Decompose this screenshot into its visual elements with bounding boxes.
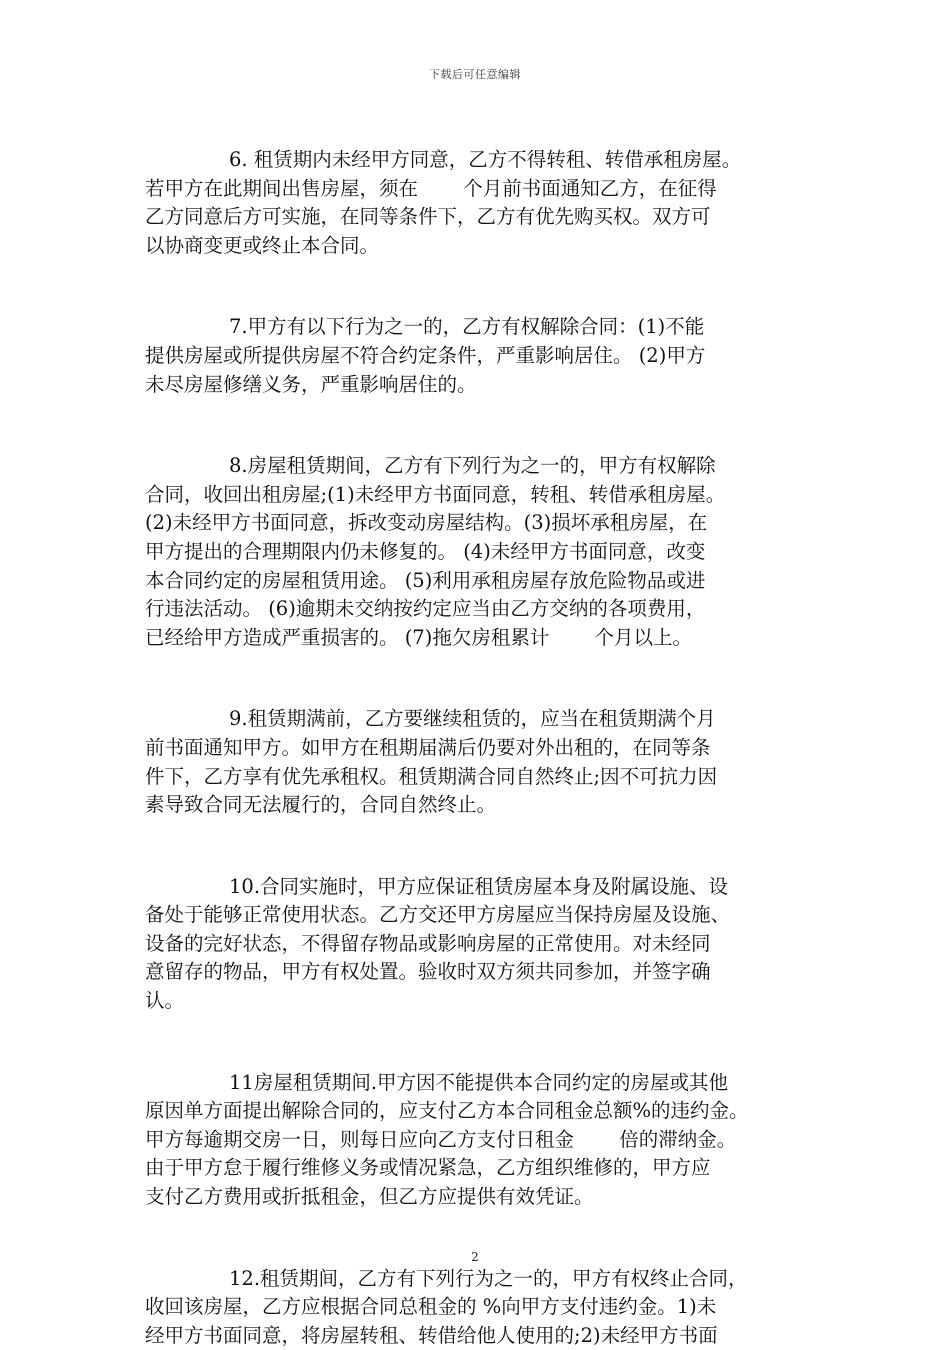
clause-9 — [145, 705, 813, 819]
clause-line: 经甲方书面同意，将房屋转租、转借给他人使用的;2)未经甲方书面 — [145, 1323, 718, 1347]
clause-line: 原因单方面提出解除合同的，应支付乙方本合同租金总额%的违约金。 — [145, 1099, 749, 1123]
clause-line: 甲方提出的合理期限内仍未修复的。 (4)未经甲方书面同意，改变 — [145, 539, 706, 563]
clause-line: 已经给甲方造成严重损害的。 (7)拖欠房租累计 个月以上。 — [145, 625, 693, 649]
clause-line: 由于甲方怠于履行维修义务或情况紧急，乙方组织维修的，甲方应 — [145, 1156, 711, 1180]
clause-line: 11房屋租赁期间.甲方因不能提供本合同约定的房屋或其他 — [229, 1070, 729, 1094]
page-header: 下载后可任意编辑 — [429, 68, 521, 81]
clause-7 — [145, 313, 813, 399]
clause-line: 提供房屋或所提供房屋不符合约定条件，严重影响居住。 (2)甲方 — [145, 343, 706, 367]
page-number: 2 — [471, 1250, 479, 1264]
clause-line: (2)未经甲方书面同意，拆改变动房屋结构。(3)损坏承租房屋，在 — [145, 511, 708, 535]
clause-line: 设备的完好状态，不得留存物品或影响房屋的正常使用。对未经同 — [145, 931, 711, 955]
clause-line: 10.合同实施时，甲方应保证租赁房屋本身及附属设施、设 — [229, 874, 729, 898]
clause-line: 收回该房屋，乙方应根据合同总租金的 %向甲方支付违约金。1)未 — [145, 1295, 717, 1319]
clause-line: 9.租赁期满前，乙方要继续租赁的，应当在租赁期满个月 — [229, 707, 716, 731]
clause-line: 12.租赁期间，乙方有下列行为之一的，甲方有权终止合同， — [229, 1266, 748, 1290]
clause-11 — [145, 1069, 813, 1212]
clause-line: 8.房屋租赁期间，乙方有下列行为之一的，甲方有权解除 — [229, 454, 716, 478]
clause-line: 合同，收回出租房屋;(1)未经甲方书面同意，转租、转借承租房屋。 — [145, 482, 726, 506]
clause-line: 甲方每逾期交房一日，则每日应向乙方支付日租金 倍的滞纳金。 — [145, 1127, 737, 1151]
clause-line: 素导致合同无法履行的，合同自然终止。 — [145, 793, 497, 817]
clause-line: 行违法活动。 (6)逾期未交纳按约定应当由乙方交纳的各项费用， — [145, 597, 706, 621]
clause-line: 以协商变更或终止本合同。 — [145, 233, 380, 257]
clause-line: 乙方同意后方可实施，在同等条件下，乙方有优先购买权。双方可 — [145, 205, 711, 229]
clause-line: 6. 租赁期内未经甲方同意，乙方不得转租、转借承租房屋。 — [229, 148, 742, 171]
document-body — [145, 146, 813, 1350]
clause-line: 意留存的物品，甲方有权处置。验收时双方须共同参加，并签字确 — [145, 960, 711, 984]
clause-line: 备处于能够正常使用状态。乙方交还甲方房屋应当保持房屋及设施、 — [145, 903, 731, 927]
clause-line: 认。 — [145, 989, 185, 1013]
clause-line: 7.甲方有以下行为之一的，乙方有权解除合同：(1)不能 — [229, 315, 705, 339]
clause-line: 件下，乙方享有优先承租权。租赁期满合同自然终止;因不可抗力因 — [145, 764, 718, 788]
clause-8 — [145, 452, 813, 652]
clause-12 — [145, 1265, 813, 1350]
clause-line: 若甲方在此期间出售房屋，须在 个月前书面通知乙方，在征得 — [145, 176, 717, 200]
clause-line: 未尽房屋修缮义务，严重影响居住的。 — [145, 372, 477, 396]
clause-10 — [145, 873, 813, 1016]
clause-line: 本合同约定的房屋租赁用途。 (5)利用承租房屋存放危险物品或进 — [145, 568, 706, 592]
clause-line: 支付乙方费用或折抵租金，但乙方应提供有效凭证。 — [145, 1185, 594, 1209]
clause-6 — [145, 146, 813, 260]
clause-line: 前书面通知甲方。如甲方在租期届满后仍要对外出租的，在同等条 — [145, 735, 711, 759]
